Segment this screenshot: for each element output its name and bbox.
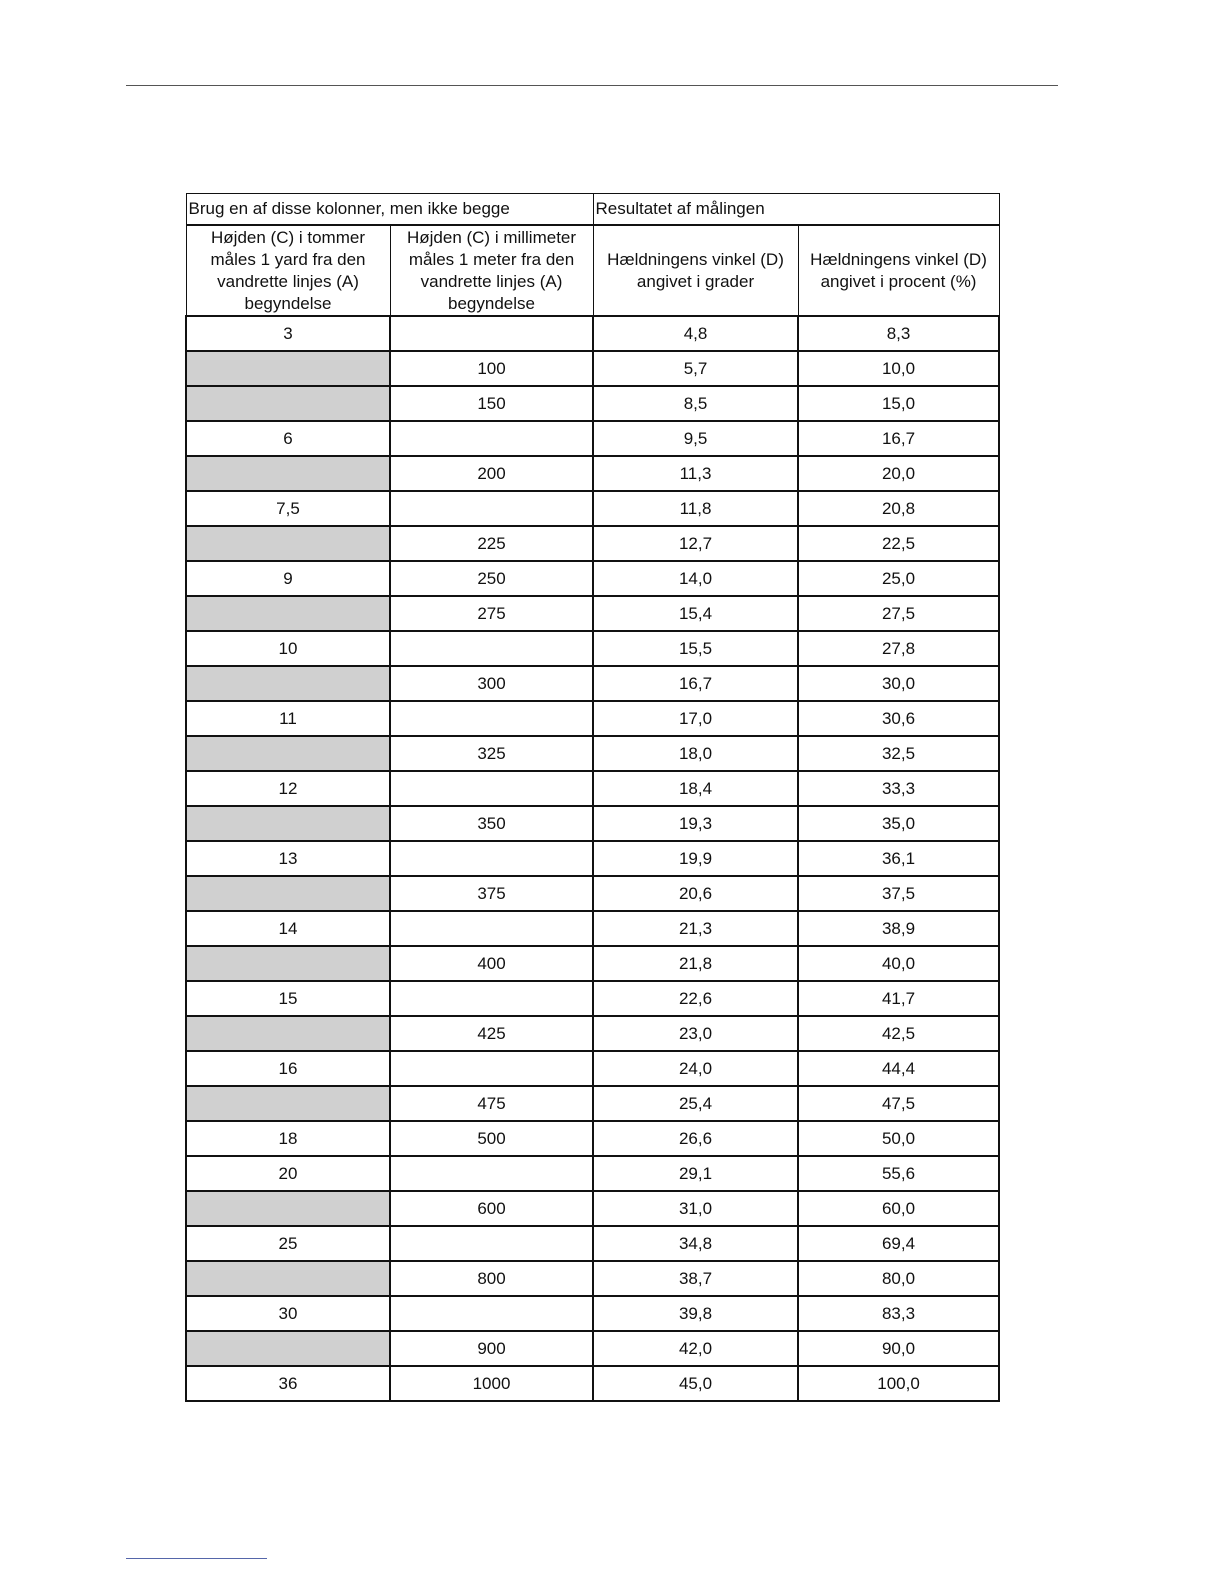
cell-millimeters: [390, 981, 593, 1016]
cell-millimeters: 900: [390, 1331, 593, 1366]
cell-degrees: 12,7: [593, 526, 798, 561]
cell-percent: 40,0: [798, 946, 999, 981]
cell-millimeters: 350: [390, 806, 593, 841]
table-row: [186, 1051, 999, 1086]
cell-inches: [186, 736, 390, 771]
cell-millimeters: 100: [390, 351, 593, 386]
cell-inches: 14: [186, 911, 390, 946]
footnote-rule: [126, 1558, 267, 1559]
cell-inches: 30: [186, 1296, 390, 1331]
cell-degrees: 5,7: [593, 351, 798, 386]
cell-degrees: 29,1: [593, 1156, 798, 1191]
cell-percent: 20,0: [798, 456, 999, 491]
cell-millimeters: [390, 1051, 593, 1086]
table-row: [186, 1331, 999, 1366]
cell-millimeters: 300: [390, 666, 593, 701]
cell-degrees: 20,6: [593, 876, 798, 911]
table-row: [186, 421, 999, 456]
cell-percent: 27,5: [798, 596, 999, 631]
cell-percent: 37,5: [798, 876, 999, 911]
cell-degrees: 23,0: [593, 1016, 798, 1051]
cell-millimeters: [390, 841, 593, 876]
table-row: [186, 876, 999, 911]
table-row: [186, 1261, 999, 1296]
cell-degrees: 34,8: [593, 1226, 798, 1261]
cell-degrees: 26,6: [593, 1121, 798, 1156]
cell-inches: 10: [186, 631, 390, 666]
cell-inches: 3: [186, 316, 390, 351]
cell-degrees: 25,4: [593, 1086, 798, 1121]
cell-degrees: 11,8: [593, 491, 798, 526]
table-row: [186, 946, 999, 981]
cell-degrees: 42,0: [593, 1331, 798, 1366]
header-rule: [126, 85, 1058, 86]
cell-degrees: 15,4: [593, 596, 798, 631]
cell-millimeters: 800: [390, 1261, 593, 1296]
cell-percent: 50,0: [798, 1121, 999, 1156]
cell-degrees: 22,6: [593, 981, 798, 1016]
cell-degrees: 24,0: [593, 1051, 798, 1086]
cell-percent: 10,0: [798, 351, 999, 386]
cell-degrees: 39,8: [593, 1296, 798, 1331]
cell-millimeters: [390, 316, 593, 351]
cell-degrees: 17,0: [593, 701, 798, 736]
cell-inches: 25: [186, 1226, 390, 1261]
cell-inches: [186, 1261, 390, 1296]
table-row: [186, 351, 999, 386]
cell-millimeters: [390, 1296, 593, 1331]
table-row: [186, 806, 999, 841]
cell-percent: 38,9: [798, 911, 999, 946]
column-header-degrees: Hældningens vinkel (D) angivet i grader: [593, 225, 798, 316]
cell-millimeters: 400: [390, 946, 593, 981]
table-row: [186, 561, 999, 596]
cell-degrees: 19,9: [593, 841, 798, 876]
cell-millimeters: 325: [390, 736, 593, 771]
table-row: [186, 526, 999, 561]
cell-percent: 69,4: [798, 1226, 999, 1261]
cell-inches: 13: [186, 841, 390, 876]
cell-percent: 44,4: [798, 1051, 999, 1086]
cell-percent: 80,0: [798, 1261, 999, 1296]
cell-millimeters: [390, 491, 593, 526]
cell-percent: 33,3: [798, 771, 999, 806]
cell-inches: [186, 876, 390, 911]
cell-millimeters: 200: [390, 456, 593, 491]
cell-millimeters: 150: [390, 386, 593, 421]
cell-inches: 7,5: [186, 491, 390, 526]
cell-percent: 16,7: [798, 421, 999, 456]
cell-inches: [186, 1016, 390, 1051]
cell-inches: 9: [186, 561, 390, 596]
table-row: [186, 1016, 999, 1051]
cell-inches: [186, 666, 390, 701]
cell-degrees: 45,0: [593, 1366, 798, 1401]
cell-inches: [186, 806, 390, 841]
cell-degrees: 4,8: [593, 316, 798, 351]
cell-inches: 20: [186, 1156, 390, 1191]
cell-inches: [186, 526, 390, 561]
cell-millimeters: 425: [390, 1016, 593, 1051]
cell-degrees: 18,4: [593, 771, 798, 806]
group-header-input-columns: Brug en af disse kolonner, men ikke begge: [186, 194, 593, 226]
table-row: [186, 1296, 999, 1331]
cell-millimeters: 600: [390, 1191, 593, 1226]
cell-degrees: 38,7: [593, 1261, 798, 1296]
table-row: [186, 841, 999, 876]
cell-millimeters: [390, 701, 593, 736]
table-row: [186, 386, 999, 421]
table-row: [186, 1226, 999, 1261]
cell-inches: 36: [186, 1366, 390, 1401]
column-header-row: [186, 225, 999, 316]
table-row: [186, 1121, 999, 1156]
group-header-row: [186, 194, 999, 226]
cell-percent: 100,0: [798, 1366, 999, 1401]
cell-percent: 60,0: [798, 1191, 999, 1226]
cell-percent: 55,6: [798, 1156, 999, 1191]
slope-conversion-table: [185, 193, 1000, 1402]
cell-percent: 35,0: [798, 806, 999, 841]
cell-inches: [186, 1331, 390, 1366]
cell-percent: 47,5: [798, 1086, 999, 1121]
cell-millimeters: 375: [390, 876, 593, 911]
cell-percent: 32,5: [798, 736, 999, 771]
cell-percent: 30,0: [798, 666, 999, 701]
cell-millimeters: [390, 771, 593, 806]
cell-inches: 18: [186, 1121, 390, 1156]
cell-percent: 90,0: [798, 1331, 999, 1366]
cell-degrees: 15,5: [593, 631, 798, 666]
cell-degrees: 14,0: [593, 561, 798, 596]
cell-percent: 20,8: [798, 491, 999, 526]
cell-inches: 11: [186, 701, 390, 736]
column-header-inches: Højden (C) i tommer måles 1 yard fra den vandrette linjes (A) begyndelse: [186, 225, 390, 316]
cell-percent: 83,3: [798, 1296, 999, 1331]
cell-percent: 42,5: [798, 1016, 999, 1051]
table-row: [186, 771, 999, 806]
cell-degrees: 31,0: [593, 1191, 798, 1226]
cell-percent: 36,1: [798, 841, 999, 876]
cell-millimeters: [390, 1156, 593, 1191]
cell-inches: 6: [186, 421, 390, 456]
cell-degrees: 11,3: [593, 456, 798, 491]
table-row: [186, 701, 999, 736]
cell-degrees: 21,8: [593, 946, 798, 981]
cell-inches: [186, 456, 390, 491]
table-row: [186, 1086, 999, 1121]
cell-degrees: 16,7: [593, 666, 798, 701]
table-row: [186, 1156, 999, 1191]
cell-degrees: 21,3: [593, 911, 798, 946]
cell-millimeters: [390, 1226, 593, 1261]
group-header-result-columns: Resultatet af målingen: [593, 194, 999, 226]
cell-percent: 41,7: [798, 981, 999, 1016]
column-header-percent: Hældningens vinkel (D) angivet i procent (%): [798, 225, 999, 316]
table-row: [186, 316, 999, 351]
cell-inches: [186, 596, 390, 631]
cell-inches: [186, 946, 390, 981]
cell-inches: 15: [186, 981, 390, 1016]
cell-percent: 8,3: [798, 316, 999, 351]
table-row: [186, 666, 999, 701]
table-row: [186, 491, 999, 526]
cell-percent: 15,0: [798, 386, 999, 421]
cell-degrees: 8,5: [593, 386, 798, 421]
cell-degrees: 19,3: [593, 806, 798, 841]
cell-inches: [186, 386, 390, 421]
cell-millimeters: 1000: [390, 1366, 593, 1401]
table-row: [186, 631, 999, 666]
cell-millimeters: [390, 631, 593, 666]
cell-millimeters: [390, 421, 593, 456]
cell-inches: 12: [186, 771, 390, 806]
cell-percent: 22,5: [798, 526, 999, 561]
column-header-millimeters: Højden (C) i millimeter måles 1 meter fra den vandrette linjes (A) begyndelse: [390, 225, 593, 316]
cell-millimeters: [390, 911, 593, 946]
cell-inches: [186, 351, 390, 386]
table-row: [186, 1191, 999, 1226]
cell-millimeters: 500: [390, 1121, 593, 1156]
table-row: [186, 911, 999, 946]
table-row: [186, 981, 999, 1016]
cell-inches: [186, 1191, 390, 1226]
cell-percent: 27,8: [798, 631, 999, 666]
cell-degrees: 9,5: [593, 421, 798, 456]
table-row: [186, 596, 999, 631]
cell-degrees: 18,0: [593, 736, 798, 771]
cell-millimeters: 225: [390, 526, 593, 561]
table-row: [186, 456, 999, 491]
cell-inches: [186, 1086, 390, 1121]
cell-percent: 25,0: [798, 561, 999, 596]
cell-millimeters: 250: [390, 561, 593, 596]
cell-millimeters: 275: [390, 596, 593, 631]
cell-millimeters: 475: [390, 1086, 593, 1121]
table-row: [186, 1366, 999, 1401]
cell-percent: 30,6: [798, 701, 999, 736]
table-row: [186, 736, 999, 771]
cell-inches: 16: [186, 1051, 390, 1086]
